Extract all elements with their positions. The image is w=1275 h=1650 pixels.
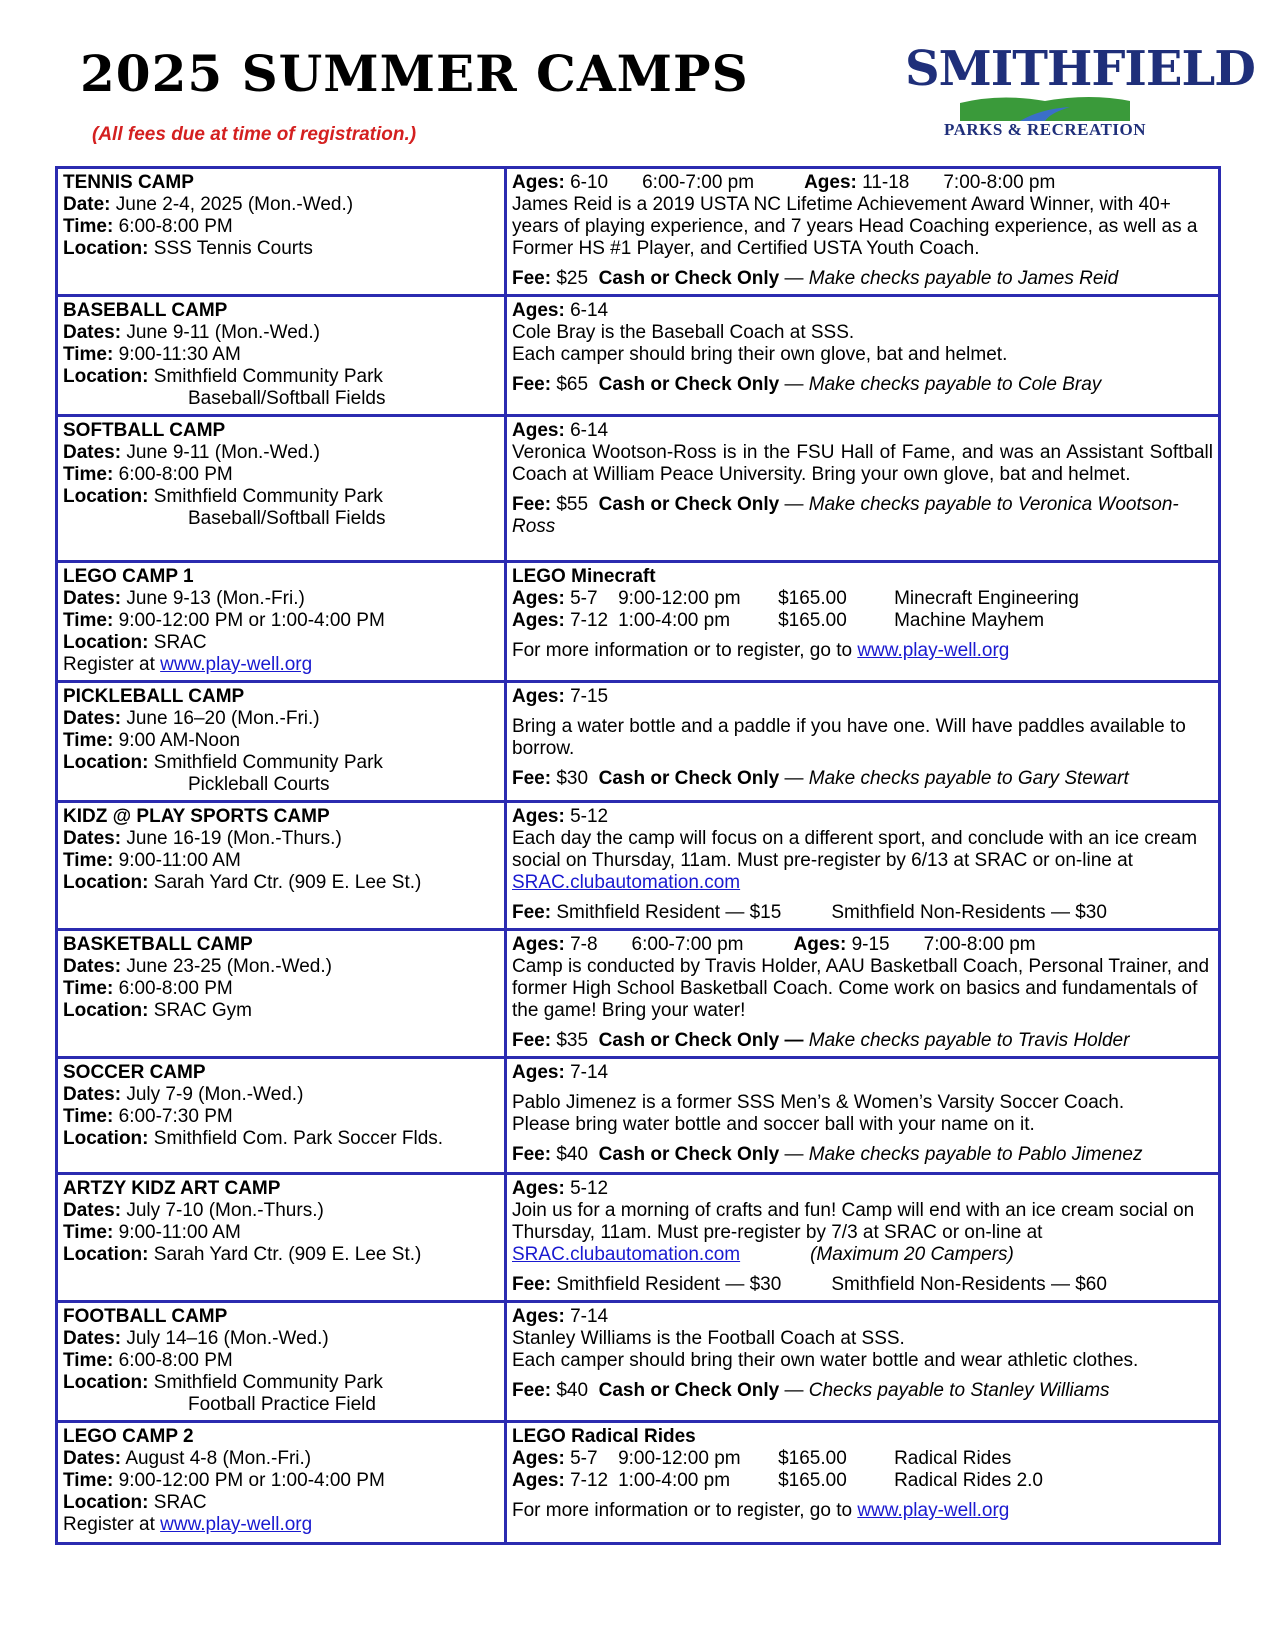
table-row	[57, 1302, 1220, 1422]
landscape-icon	[960, 93, 1130, 121]
table-row	[57, 802, 1220, 930]
camp-info: LEGO CAMP 1 Dates: June 9-13 (Mon.-Fri.) Time: 9:00-12:00 PM or 1:00-4:00 PM Location: SRAC Register at www.play-well.org	[57, 562, 506, 682]
camp-name: TENNIS CAMP	[63, 172, 194, 193]
table-row	[57, 1174, 1220, 1302]
camp-name: SOCCER CAMP	[63, 1062, 206, 1083]
camp-info: LEGO CAMP 2 Dates: August 4-8 (Mon.-Fri.) Time: 9:00-12:00 PM or 1:00-4:00 PM Location: SRAC Register at www.play-well.org	[57, 1422, 506, 1544]
camp-name: PICKLEBALL CAMP	[63, 686, 245, 707]
camp-info: SOCCER CAMP Dates: July 7-9 (Mon.-Wed.) Time: 6:00-7:30 PM Location: Smithfield Com. Park Soccer Flds.	[57, 1058, 506, 1174]
camp-description: James Reid is a 2019 USTA NC Lifetime Achievement Award Winner, with 40+ years of playing experience, and 7 years Head Coaching experience, as well as a Former HS #1 Player, and Certified USTA Youth Coach.	[512, 194, 1198, 259]
table-row	[57, 930, 1220, 1058]
camp-details: Ages: 7-14 Pablo Jimenez is a former SSS Men’s & Women’s Varsity Soccer Coach. Please bring water bottle and soccer ball with your name on it. Fee: $40 Cash or Check Only — Make checks payable to Pablo Jimenez	[506, 1058, 1220, 1174]
camp-details: Ages: 6-10 6:00-7:00 pm Ages: 11-18 7:00-8:00 pm James Reid is a 2019 USTA NC Lifetime Achievement Award Winner, with 40+ years of playing experience, and 7 years Head Coaching experience, as well as a Former HS #1 Player, and Certified USTA Youth Coach. Fee: $25 Cash or Check Only — Make checks payable to James Reid	[506, 168, 1220, 296]
camp-info: BASKETBALL CAMP Dates: June 23-25 (Mon.-Wed.) Time: 6:00-8:00 PM Location: SRAC Gym	[57, 930, 506, 1058]
page-title: 2025 SUMMER CAMPS	[80, 44, 749, 103]
clubautomation-link[interactable]: SRAC.clubautomation.com	[512, 872, 741, 893]
play-well-link[interactable]: www.play-well.org	[857, 640, 1010, 661]
table-row	[57, 168, 1220, 296]
camp-description: Each day the camp will focus on a different sport, and conclude with an ice cream social on Thursday, 11am. Must pre-register by 6/13 at SRAC or on-line at	[512, 828, 1198, 871]
camp-name: KIDZ @ PLAY SPORTS CAMP	[63, 806, 330, 827]
camp-name: FOOTBALL CAMP	[63, 1306, 228, 1327]
camp-info: FOOTBALL CAMP Dates: July 14–16 (Mon.-Wed.) Time: 6:00-8:00 PM Location: Smithfield Community Park Football Practice Field	[57, 1302, 506, 1422]
camp-info: PICKLEBALL CAMP Dates: June 16–20 (Mon.-Fri.) Time: 9:00 AM-Noon Location: Smithfield Community Park Pickleball Courts	[57, 682, 506, 802]
logo-wordmark: SMITHFIELD	[905, 41, 1255, 97]
camp-details: Ages: 7-14 Stanley Williams is the Football Coach at SSS. Each camper should bring their own water bottle and wear athletic clothes. Fee: $40 Cash or Check Only — Checks payable to Stanley Williams	[506, 1302, 1220, 1422]
camp-details: Ages: 7-8 6:00-7:00 pm Ages: 9-15 7:00-8:00 pm Camp is conducted by Travis Holder, AAU Basketball Coach, Personal Trainer, and former High School Basketball Coach. Come work on basics and fundamentals of the game! Bring your water! Fee: $35 Cash or Check Only — Make checks payable to Travis Holder	[506, 930, 1220, 1058]
camp-details: Ages: 5-12 Each day the camp will focus on a different sport, and conclude with an ice cream social on Thursday, 11am. Must pre-register by 6/13 at SRAC or on-line at SRAC.clubautomation.com Fee: Smithfield Resident — $15 Smithfield Non-Residents — $30	[506, 802, 1220, 930]
camp-name: LEGO CAMP 1	[63, 566, 194, 587]
camp-details: Ages: 6-14 Veronica Wootson-Ross is in the FSU Hall of Fame, and was an Assistant Softball Coach at William Peace University. Bring your own glove, bat and helmet. Fee: $55 Cash or Check Only — Make checks payable to Veronica Wootson-Ross	[506, 416, 1220, 562]
camps-table	[55, 166, 1221, 1545]
camp-description: Bring a water bottle and a paddle if you have one. Will have paddles available to borrow.	[512, 716, 1186, 759]
table-row	[57, 296, 1220, 416]
fee-note: (All fees due at time of registration.)	[92, 124, 417, 145]
camp-details: LEGO Radical Rides Ages: 5-7 9:00-12:00 pm $165.00 Radical Rides Ages: 7-12 1:00-4:00 pm $165.00 Radical Rides 2.0 For more information or to register, go to www.play-well.org	[506, 1422, 1220, 1544]
camp-name: SOFTBALL CAMP	[63, 420, 226, 441]
table-row	[57, 416, 1220, 562]
table-row	[57, 1422, 1220, 1544]
smithfield-logo	[905, 38, 1255, 146]
table-row	[57, 562, 1220, 682]
camp-info: KIDZ @ PLAY SPORTS CAMP Dates: June 16-19 (Mon.-Thurs.) Time: 9:00-11:00 AM Location: Sarah Yard Ctr. (909 E. Lee St.)	[57, 802, 506, 930]
camp-description: Veronica Wootson-Ross is in the FSU Hall of Fame, and was an Assistant Softball Coach at William Peace University. Bring your own glove, bat and helmet.	[512, 442, 1213, 485]
camp-name: BASEBALL CAMP	[63, 300, 228, 321]
camp-description: Join us for a morning of crafts and fun! Camp will end with an ice cream social on Thursday, 11am. Must pre-register by 7/3 at SRAC or on-line at	[512, 1200, 1195, 1243]
table-row	[57, 682, 1220, 802]
play-well-link[interactable]: www.play-well.org	[160, 654, 313, 675]
camp-details: Ages: 5-12 Join us for a morning of crafts and fun! Camp will end with an ice cream social on Thursday, 11am. Must pre-register by 7/3 at SRAC or on-line at SRAC.clubautomation.com (Maximum 20 Campers) Fee: Smithfield Resident — $30 Smithfield Non-Residents — $60	[506, 1174, 1220, 1302]
camp-info: BASEBALL CAMP Dates: June 9-11 (Mon.-Wed.) Time: 9:00-11:30 AM Location: Smithfield Community Park Baseball/Softball Fields	[57, 296, 506, 416]
camp-details: Ages: 7-15 Bring a water bottle and a paddle if you have one. Will have paddles available to borrow. Fee: $30 Cash or Check Only — Make checks payable to Gary Stewart	[506, 682, 1220, 802]
logo-subtitle: PARKS & RECREATION	[944, 120, 1146, 139]
camp-info: SOFTBALL CAMP Dates: June 9-11 (Mon.-Wed.) Time: 6:00-8:00 PM Location: Smithfield Community Park Baseball/Softball Fields	[57, 416, 506, 562]
camp-info: TENNIS CAMP Date: June 2-4, 2025 (Mon.-Wed.) Time: 6:00-8:00 PM Location: SSS Tennis Courts	[57, 168, 506, 296]
camp-description: Camp is conducted by Travis Holder, AAU Basketball Coach, Personal Trainer, and former High School Basketball Coach. Come work on basics and fundamentals of the game! Bring your water!	[512, 956, 1210, 1021]
camp-name: BASKETBALL CAMP	[63, 934, 253, 955]
camp-details: LEGO Minecraft Ages: 5-7 9:00-12:00 pm $165.00 Minecraft Engineering Ages: 7-12 1:00-4:00 pm $165.00 Machine Mayhem For more information or to register, go to www.play-well.org	[506, 562, 1220, 682]
play-well-link[interactable]: www.play-well.org	[857, 1500, 1010, 1521]
clubautomation-link[interactable]: SRAC.clubautomation.com	[512, 1244, 741, 1265]
camp-name: LEGO CAMP 2	[63, 1426, 194, 1447]
camp-details: Ages: 6-14 Cole Bray is the Baseball Coach at SSS. Each camper should bring their own glove, bat and helmet. Fee: $65 Cash or Check Only — Make checks payable to Cole Bray	[506, 296, 1220, 416]
camp-name: ARTZY KIDZ ART CAMP	[63, 1178, 281, 1199]
table-row	[57, 1058, 1220, 1174]
camp-info: ARTZY KIDZ ART CAMP Dates: July 7-10 (Mon.-Thurs.) Time: 9:00-11:00 AM Location: Sarah Yard Ctr. (909 E. Lee St.)	[57, 1174, 506, 1302]
play-well-link[interactable]: www.play-well.org	[160, 1514, 313, 1535]
